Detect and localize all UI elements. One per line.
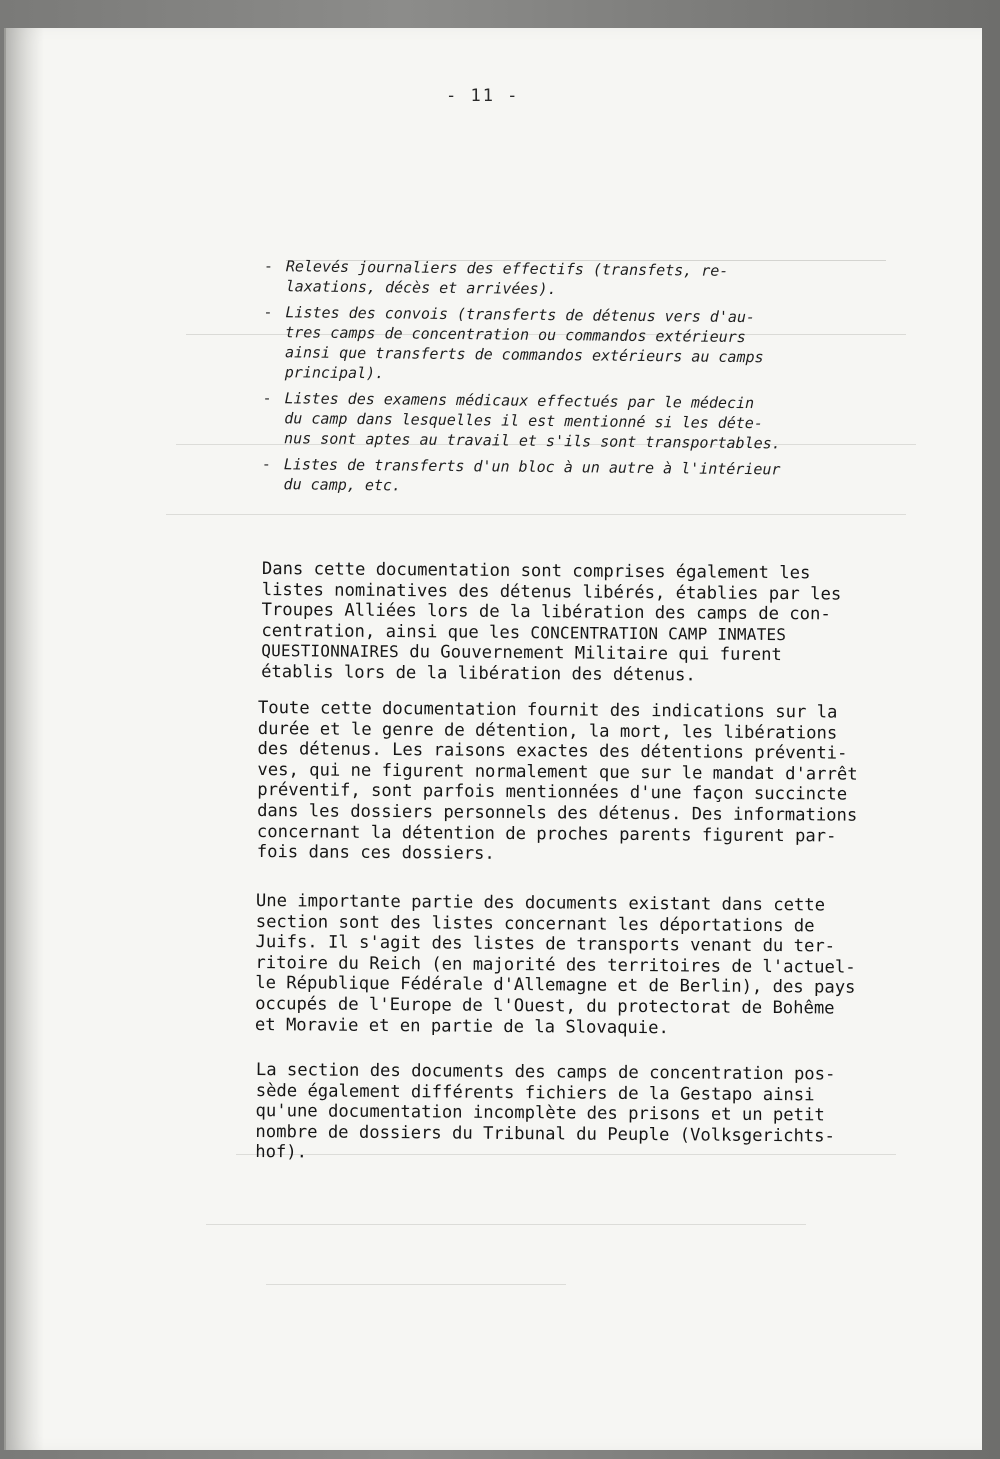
paragraph-gestapo-files: La section des documents des camps de concentration pos- sède également différents fichiers de la Gestapo ainsi qu'une documentation incomplète des prisons et un petit nombre de dossiers du Tribunal du Peuple (Volksgerichts- hof).	[255, 1060, 836, 1163]
list-item-text: Relevés journaliers des effectifs (transfets, re- laxations, décès et arrivées).	[285, 257, 729, 299]
bullet-dash: -	[262, 388, 272, 408]
list-item	[262, 388, 843, 454]
questionnaire-title: CONCENTRATION CAMP INMATES QUESTIONNAIRES	[261, 622, 787, 662]
document-page	[4, 28, 982, 1450]
list-item-text: Listes de transferts d'un bloc à un autre à l'intérieur du camp, etc.	[283, 455, 781, 495]
paragraph-text: Dans cette documentation sont comprises également les listes nominatives des détenus libérés, établies par les Troupes Alliées lors de la libération des camps de con- centration, ainsi que les	[261, 559, 842, 643]
bullet-list	[261, 256, 844, 506]
paragraph-text: du Gouvernement Militaire qui furent établis lors de la libération des détenus.	[261, 642, 782, 686]
list-item-text: Listes des convois (transferts de détenus vers d'au- tres camps de concentration ou commandos extérieurs ainsi que transferts de commandos extérieurs au camps principal).	[284, 303, 764, 383]
paragraph-liberated-lists	[261, 559, 952, 688]
page-number: - 11 -	[446, 86, 520, 106]
bleed-through-lines	[206, 1208, 806, 1225]
bullet-dash: -	[263, 256, 274, 276]
bullet-dash: -	[261, 454, 271, 474]
bleed-through-lines	[266, 1268, 566, 1285]
list-item	[262, 454, 842, 500]
list-item	[264, 256, 844, 302]
list-item	[263, 302, 844, 388]
paragraph-deportation-lists: Une importante partie des documents existant dans cette section sont des listes concernant les déportations de Juifs. Il s'agit des listes de transports venant du ter- ritoire du Reich (en majorité des territoires de l'actuel- le République Fédérale d'Allemagne et de Berlin), des pays occupés de l'Europe de l'Ouest, du protectorat de Bohême et Moravie et en partie de la Slovaquie.	[254, 891, 856, 1038]
list-item-text: Listes des examens médicaux effectués par le médecin du camp dans lesquelles il est mentionné si les déte- nus sont aptes au travail et s'ils sont transportables.	[283, 389, 781, 453]
paragraph-detention-info: Toute cette documentation fournit des indications sur la durée et le genre de détention, la mort, les libérations des détenus. Les raisons exactes des détentions préventi- ves, qui ne figurent normalement que sur le mandat d'arrêt préventif, sont parfois mentionnées d'une façon succincte dans les dossiers personnels des détenus. Des informations concernant la détention de proches parents figurent par- fois dans ces dossiers.	[256, 698, 858, 865]
bullet-dash: -	[263, 302, 273, 322]
page-binding-shadow	[6, 28, 44, 1450]
